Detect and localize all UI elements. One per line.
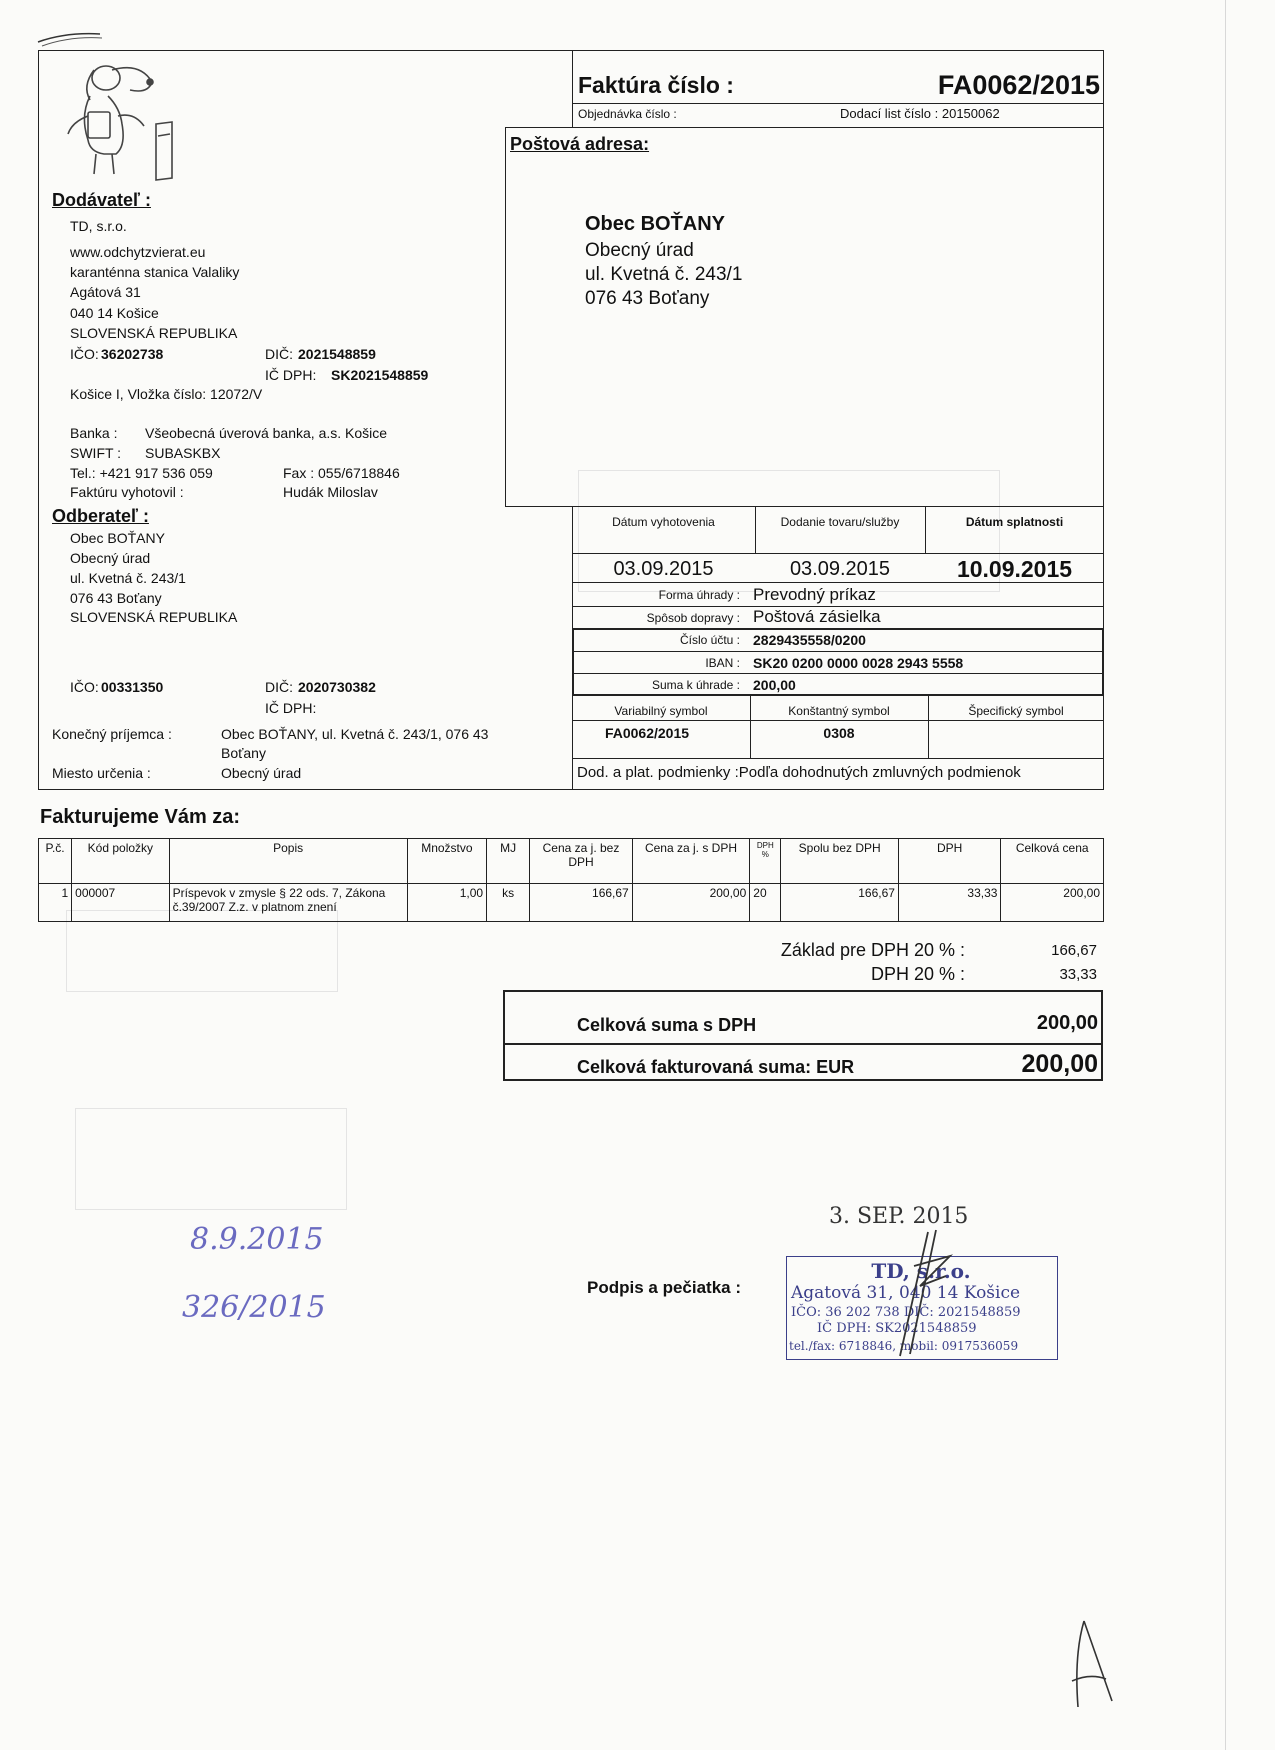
supplier-swift-label: SWIFT : bbox=[70, 445, 122, 461]
invoice-title-label: Faktúra číslo : bbox=[578, 72, 734, 98]
vat-label: DPH 20 % : bbox=[870, 964, 965, 984]
customer-name: Obec BOŤANY bbox=[70, 530, 165, 546]
cell-unit-price-net: 166,67 bbox=[530, 884, 632, 922]
transport: Poštová zásielka bbox=[753, 607, 881, 626]
cell-unit: ks bbox=[487, 884, 530, 922]
stamp-line1: Agatová 31, 040 14 Košice bbox=[791, 1283, 1021, 1303]
cell-pc: 1 bbox=[39, 884, 72, 922]
dates-divider-1 bbox=[755, 507, 756, 553]
amount-due: 200,00 bbox=[753, 677, 796, 693]
supplier-label: Dodávateľ : bbox=[52, 190, 151, 210]
total-with-vat-label: Celková suma s DPH bbox=[577, 1015, 757, 1035]
specific-symbol-label: Špecifický symbol bbox=[968, 704, 1064, 718]
delivery-note-number: Dodací list číslo : 20150062 bbox=[840, 106, 1000, 121]
cell-description: Príspevok v zmysle § 22 ods. 7, Zákona č.39/2007 Z.z. v platnom znení bbox=[169, 884, 407, 922]
total-invoiced: 200,00 bbox=[1021, 1050, 1098, 1078]
supplier-ico-label: IČO: bbox=[70, 346, 99, 362]
iban-label: IBAN : bbox=[705, 656, 740, 670]
postal-line1: Obecný úrad bbox=[585, 240, 694, 261]
payment-conditions: Dod. a plat. podmienky :Podľa dohodnutých zmluvných podmienok bbox=[577, 764, 1021, 781]
cell-vat-pct: 20 bbox=[750, 884, 781, 922]
bleed-through-box bbox=[75, 1108, 347, 1210]
conditions-line bbox=[572, 758, 1104, 759]
col-header-unit: MJ bbox=[487, 839, 530, 884]
customer-dic-label: DIČ: bbox=[265, 679, 293, 695]
due-date: 10.09.2015 bbox=[956, 556, 1073, 582]
dates-divider-2 bbox=[925, 507, 926, 553]
supplier-name: TD, s.r.o. bbox=[70, 218, 127, 234]
issue-date-label: Dátum vyhotovenia bbox=[612, 515, 715, 529]
total-invoiced-label: Celková fakturovaná suma: EUR bbox=[577, 1057, 855, 1077]
constant-symbol: 0308 bbox=[823, 725, 855, 741]
cell-unit-price-gross: 200,00 bbox=[632, 884, 750, 922]
col-header-total-net: Spolu bez DPH bbox=[781, 839, 899, 884]
col-header-vat: DPH bbox=[898, 839, 1000, 884]
issue-date: 03.09.2015 bbox=[613, 558, 714, 580]
cell-code: 000007 bbox=[72, 884, 169, 922]
header-divider bbox=[572, 50, 573, 128]
dates-value-line bbox=[572, 553, 1104, 554]
supplier-issued-by-label: Faktúru vyhotovil : bbox=[70, 484, 184, 500]
supplier-icdph: SK2021548859 bbox=[331, 367, 429, 383]
supplier-country: SLOVENSKÁ REPUBLIKA bbox=[70, 325, 238, 341]
payment-form-label: Forma úhrady : bbox=[658, 588, 740, 602]
bank-line-2 bbox=[572, 673, 1104, 674]
order-number-label: Objednávka číslo : bbox=[578, 107, 677, 121]
transport-label: Spôsob dopravy : bbox=[646, 611, 740, 625]
customer-ico: 00331350 bbox=[101, 679, 164, 695]
col-header-total: Celková cena bbox=[1001, 839, 1104, 884]
stamp-line3: IČ DPH: SK2021548859 bbox=[817, 1321, 977, 1336]
amount-due-label: Suma k úhrade : bbox=[651, 678, 740, 692]
delivery-date: 03.09.2015 bbox=[789, 558, 891, 580]
col-header-pc: P.č. bbox=[39, 839, 72, 884]
account-label: Číslo účtu : bbox=[679, 633, 740, 647]
vat-amount: 33,33 bbox=[1059, 966, 1097, 983]
iban: SK20 0200 0000 0028 2943 5558 bbox=[753, 655, 964, 671]
items-title: Fakturujeme Vám za: bbox=[40, 806, 241, 828]
vat-base-label: Základ pre DPH 20 % : bbox=[780, 940, 965, 960]
destination-label: Miesto určenia : bbox=[52, 765, 151, 781]
customer-country: SLOVENSKÁ REPUBLIKA bbox=[70, 609, 238, 625]
items-header-row bbox=[39, 839, 1104, 884]
title-underline bbox=[572, 103, 1104, 104]
total-with-vat: 200,00 bbox=[1036, 1012, 1098, 1034]
supplier-swift: SUBASKBX bbox=[145, 445, 221, 461]
supplier-line1: karanténna stanica Valaliky bbox=[70, 264, 240, 280]
account-number: 2829435558/0200 bbox=[753, 632, 866, 648]
customer-line1: Obecný úrad bbox=[70, 550, 151, 566]
bank-line-1 bbox=[572, 651, 1104, 652]
supplier-fax: Fax : 055/6718846 bbox=[283, 465, 400, 481]
postal-address-label: Poštová adresa: bbox=[510, 134, 650, 154]
cell-total-net: 166,67 bbox=[781, 884, 899, 922]
customer-ico-label: IČO: bbox=[70, 679, 99, 695]
col-header-quantity: Množstvo bbox=[407, 839, 486, 884]
totals-separator bbox=[503, 1043, 1103, 1045]
col-header-description: Popis bbox=[169, 839, 407, 884]
supplier-issued-by: Hudák Miloslav bbox=[283, 484, 378, 500]
customer-icdph-label: IČ DPH: bbox=[265, 700, 317, 716]
supplier-dic-label: DIČ: bbox=[265, 346, 293, 362]
variable-symbol: FA0062/2015 bbox=[604, 725, 690, 741]
cell-vat: 33,33 bbox=[898, 884, 1000, 922]
handwritten-date: 8.9.2015 bbox=[190, 1222, 324, 1257]
date-stamp: 3. SEP. 2015 bbox=[829, 1204, 969, 1229]
postal-line3: 076 43 Boťany bbox=[585, 288, 710, 309]
supplier-icdph-label: IČ DPH: bbox=[265, 367, 317, 383]
dog-mascot-logo-icon bbox=[60, 56, 178, 184]
final-recipient-label: Konečný príjemca : bbox=[52, 726, 172, 742]
delivery-date-label: Dodanie tovaru/služby bbox=[780, 515, 900, 529]
handwritten-reference: 326/2015 bbox=[182, 1290, 326, 1325]
supplier-ico: 36202738 bbox=[101, 346, 164, 362]
signature-scribble bbox=[880, 1226, 960, 1366]
supplier-street: Agátová 31 bbox=[70, 284, 141, 300]
dates-bottom-line bbox=[572, 582, 1104, 583]
due-date-label: Dátum splatnosti bbox=[965, 515, 1064, 529]
supplier-city: 040 14 Košice bbox=[70, 305, 159, 321]
customer-dic: 2020730382 bbox=[298, 679, 376, 695]
final-recipient-line2: Boťany bbox=[221, 745, 266, 761]
stamp-name: TD, s.r.o. bbox=[871, 1259, 971, 1283]
destination: Obecný úrad bbox=[221, 765, 302, 781]
supplier-bank: Všeobecná úverová banka, a.s. Košice bbox=[145, 425, 388, 441]
col-header-code: Kód položky bbox=[72, 839, 169, 884]
col-header-unit-price-gross: Cena za j. s DPH bbox=[632, 839, 750, 884]
vat-base: 166,67 bbox=[1051, 942, 1097, 959]
customer-line3: 076 43 Boťany bbox=[70, 590, 162, 606]
pen-stroke-decoration bbox=[36, 28, 106, 48]
supplier-bank-label: Banka : bbox=[70, 425, 118, 441]
supplier-web: www.odchytzvierat.eu bbox=[70, 244, 206, 260]
scan-edge bbox=[1225, 0, 1226, 1750]
col-header-unit-price-net: Cena za j. bez DPH bbox=[530, 839, 632, 884]
signature-label: Podpis a pečiatka : bbox=[587, 1278, 741, 1297]
symbols-mid-line bbox=[572, 720, 1104, 721]
stamp-line2: IČO: 36 202 738 DIČ: 2021548859 bbox=[791, 1305, 1021, 1320]
variable-symbol-label: Variabilný symbol bbox=[614, 704, 708, 718]
customer-label: Odberateľ : bbox=[52, 506, 149, 526]
postal-line2: ul. Kvetná č. 243/1 bbox=[585, 264, 743, 285]
postal-address-box bbox=[505, 127, 1104, 507]
customer-line2: ul. Kvetná č. 243/1 bbox=[70, 570, 186, 586]
col-header-vat-pct: DPH % bbox=[750, 839, 781, 884]
invoice-number: FA0062/2015 bbox=[937, 70, 1100, 100]
bleed-through-box bbox=[66, 910, 338, 992]
initials-signature bbox=[1060, 1615, 1120, 1715]
supplier-register: Košice I, Vložka číslo: 12072/V bbox=[70, 386, 263, 402]
table-row bbox=[39, 884, 1104, 922]
stamp-line4: tel./fax: 6718846, mobil: 0917536059 bbox=[789, 1339, 1019, 1353]
payment-form: Prevodný príkaz bbox=[753, 585, 876, 604]
supplier-tel: Tel.: +421 917 536 059 bbox=[70, 465, 213, 481]
final-recipient-line1: Obec BOŤANY, ul. Kvetná č. 243/1, 076 43 bbox=[221, 726, 489, 742]
cell-total: 200,00 bbox=[1001, 884, 1104, 922]
postal-name: Obec BOŤANY bbox=[585, 213, 726, 235]
items-table bbox=[38, 838, 1104, 922]
cell-quantity: 1,00 bbox=[407, 884, 486, 922]
constant-symbol-label: Konštantný symbol bbox=[788, 704, 890, 718]
supplier-dic: 2021548859 bbox=[298, 346, 376, 362]
